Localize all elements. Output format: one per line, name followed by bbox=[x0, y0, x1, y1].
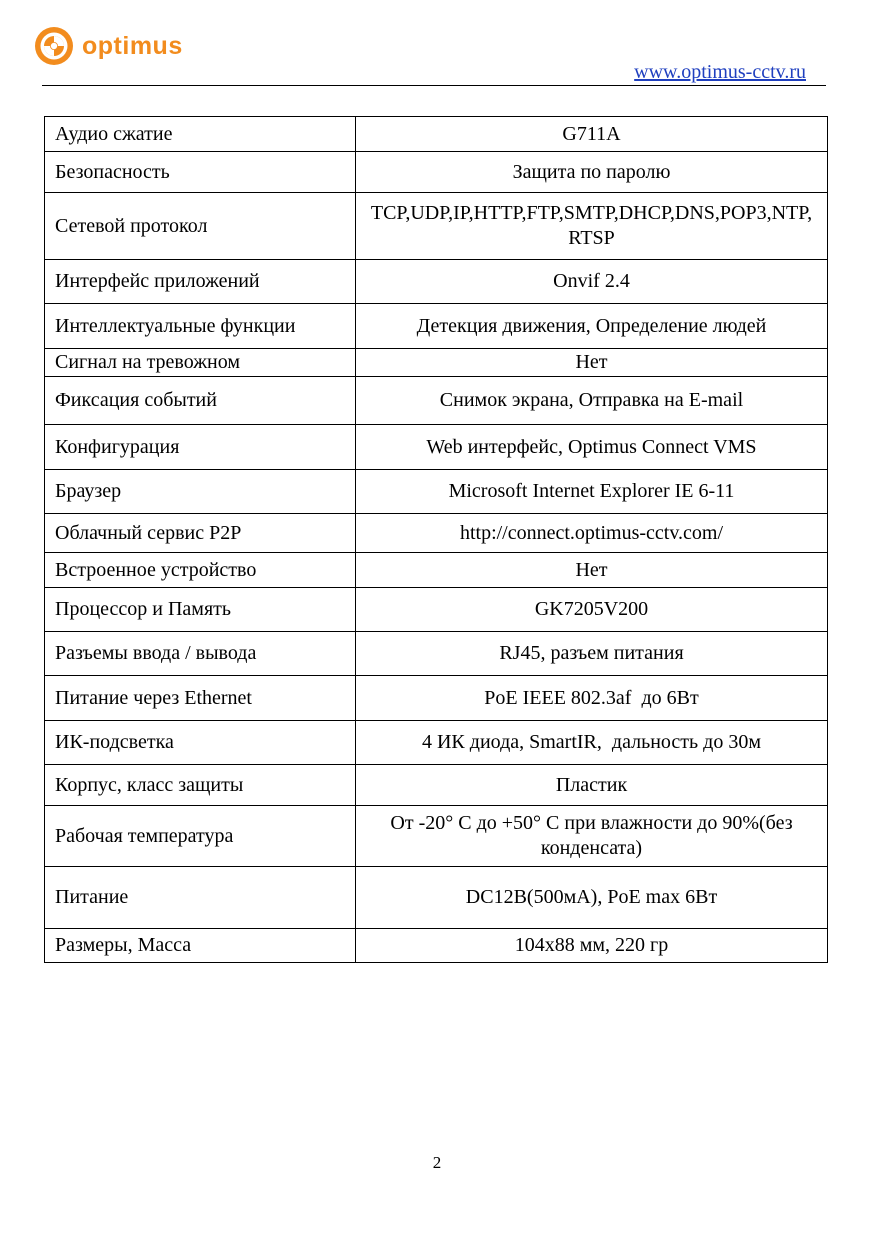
spec-value: 104х88 мм, 220 гр bbox=[356, 929, 828, 963]
website-link[interactable]: www.optimus-cctv.ru bbox=[634, 61, 806, 83]
table-row bbox=[45, 304, 828, 349]
spec-value: Детекция движения, Определение людей bbox=[356, 304, 828, 349]
spec-value: PoE IEEE 802.3af до 6Вт bbox=[356, 676, 828, 721]
header-divider bbox=[42, 85, 826, 86]
spec-value: Нет bbox=[356, 349, 828, 377]
table-row bbox=[45, 632, 828, 676]
spec-value: Microsoft Internet Explorer IE 6-11 bbox=[356, 470, 828, 514]
spec-label: Сетевой протокол bbox=[45, 193, 356, 260]
spec-label: Облачный сервис P2P bbox=[45, 514, 356, 553]
spec-label: Браузер bbox=[45, 470, 356, 514]
spec-value: 4 ИК диода, SmartIR, дальность до 30м bbox=[356, 721, 828, 765]
spec-value: Нет bbox=[356, 553, 828, 588]
table-row bbox=[45, 152, 828, 193]
spec-value: Защита по паролю bbox=[356, 152, 828, 193]
table-row bbox=[45, 425, 828, 470]
spec-value: Пластик bbox=[356, 765, 828, 806]
spec-label: Безопасность bbox=[45, 152, 356, 193]
spec-value: RJ45, разъем питания bbox=[356, 632, 828, 676]
spec-label: Питание bbox=[45, 867, 356, 929]
table-row bbox=[45, 514, 828, 553]
table-row bbox=[45, 806, 828, 867]
table-row bbox=[45, 193, 828, 260]
spec-value: http://connect.optimus-cctv.com/ bbox=[356, 514, 828, 553]
table-row bbox=[45, 867, 828, 929]
spec-label: Сигнал на тревожном bbox=[45, 349, 356, 377]
spec-label: Размеры, Масса bbox=[45, 929, 356, 963]
spec-label: Фиксация событий bbox=[45, 377, 356, 425]
table-row bbox=[45, 470, 828, 514]
table-row bbox=[45, 765, 828, 806]
spec-label: ИК-подсветка bbox=[45, 721, 356, 765]
table-row bbox=[45, 260, 828, 304]
table-row bbox=[45, 929, 828, 963]
spec-value: От -20° С до +50° С при влажности до 90%(без конденсата) bbox=[356, 806, 828, 867]
spec-value: Снимок экрана, Отправка на E-mail bbox=[356, 377, 828, 425]
spec-label: Корпус, класс защиты bbox=[45, 765, 356, 806]
optimus-logo-icon bbox=[34, 26, 74, 66]
spec-value: G711A bbox=[356, 117, 828, 152]
spec-label: Конфигурация bbox=[45, 425, 356, 470]
spec-label: Интерфейс приложений bbox=[45, 260, 356, 304]
spec-value: Onvif 2.4 bbox=[356, 260, 828, 304]
spec-value: Web интерфейс, Optimus Connect VMS bbox=[356, 425, 828, 470]
table-row bbox=[45, 349, 828, 377]
spec-value: TCP,UDP,IP,HTTP,FTP,SMTP,DHCP,DNS,POP3,NTP,RTSP bbox=[356, 193, 828, 260]
spec-value: DC12В(500мА), PoE max 6Вт bbox=[356, 867, 828, 929]
spec-label: Интеллектуальные функции bbox=[45, 304, 356, 349]
spec-label: Рабочая температура bbox=[45, 806, 356, 867]
table-row bbox=[45, 377, 828, 425]
specifications-table bbox=[44, 116, 828, 963]
table-row bbox=[45, 553, 828, 588]
table-row bbox=[45, 721, 828, 765]
spec-label: Встроенное устройство bbox=[45, 553, 356, 588]
table-row bbox=[45, 676, 828, 721]
table-row bbox=[45, 117, 828, 152]
spec-label: Процессор и Память bbox=[45, 588, 356, 632]
logo-text: optimus bbox=[82, 31, 183, 60]
page-number: 2 bbox=[432, 1153, 442, 1172]
spec-value: GK7205V200 bbox=[356, 588, 828, 632]
spec-label: Разъемы ввода / вывода bbox=[45, 632, 356, 676]
brand-logo bbox=[34, 26, 183, 66]
spec-label: Аудио сжатие bbox=[45, 117, 356, 152]
table-row bbox=[45, 588, 828, 632]
spec-label: Питание через Ethernet bbox=[45, 676, 356, 721]
